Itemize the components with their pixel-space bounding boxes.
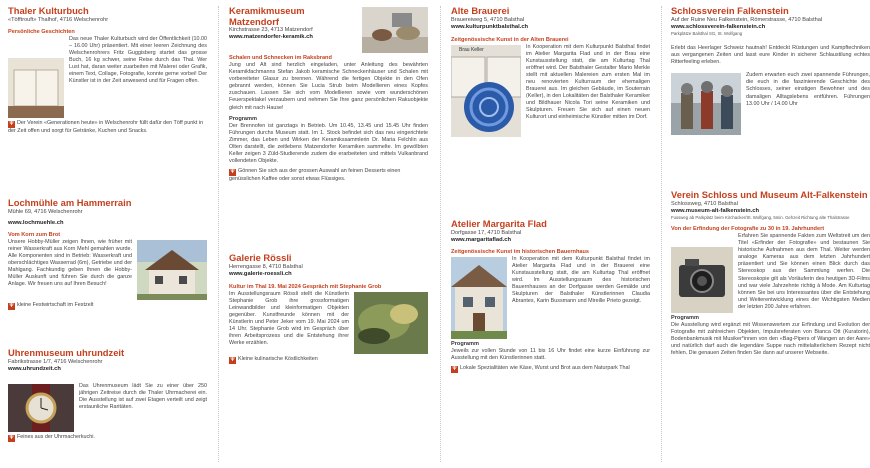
entry-heading: Kultur im Thal 19. Mai 2024 Gespräch mit Stephanie Grob <box>229 283 382 290</box>
entry-schlossverein-falkenstein <box>671 6 870 137</box>
entry-atelier-flad <box>451 219 650 373</box>
food-icon: Ψ <box>9 434 14 441</box>
entry-text <box>8 383 207 411</box>
watch-photo <box>8 384 74 432</box>
entry-text-body: Unsere Hobby-Müller zeigen Ihnen, wie früher mit reiner Wasserkraft aus Korn Mehl gemahlen wurde. Alle Komponenten sind in Betrieb: Wasserkraft und oberschlächtiges Wasserrad (6m), Getriebe und der Mahlgang. Fachkundig geben Ihnen die Hobby-Müller Auskunft und führen Sie durch die ganze Anlage. Wir freuen uns auf Ihren Besuch! <box>8 238 132 288</box>
entry-heading: Zeitgenössische Kunst im historischen Bauernhaus <box>451 248 590 255</box>
entry-url[interactable]: www.kulturpunktbalsthal.ch <box>451 23 529 30</box>
food-icon: Ψ <box>9 302 14 309</box>
entry-keramikmuseum <box>229 6 428 183</box>
entry-tip-text: Der Verein «Generationen heute» in Welschenrohr füllt dafür den Töff punkt in der Zeit offen und sorgt für Getränke, Kuchen und Snacks. <box>8 119 204 134</box>
entry-text-body: Das Uhrenmuseum lädt Sie zu einer über 250 jährigen Zeitreise durch die Thaler Uhrmacherei ein. Die Ausstellung ist auf zwei Etagen verteilt und zeigt erstaunliche Raritäten. <box>79 382 207 410</box>
entry-tip-text: Gönnen Sie sich aus der grossen Auswahl an feinen Desserts einen genüsslichen Kaffee oder sonst etwas Flüssiges. <box>229 168 401 183</box>
entry-text <box>451 44 650 122</box>
column-3 <box>451 6 650 462</box>
food-icon: Ψ <box>230 356 235 363</box>
camera-photo <box>671 247 733 313</box>
column-divider <box>661 6 662 462</box>
entry-url[interactable]: www.galerie-roessli.ch <box>229 270 292 277</box>
entry-title: Uhrenmuseum uhrundzeit <box>8 347 125 358</box>
entry-path-note: Fussweg ab Parkplatz beim Kirchacker/St. Wolfgang, 5min. Gehzeit Richtung alte Thalstrasse <box>671 214 850 220</box>
column-2 <box>229 6 428 462</box>
entry-alt-falkenstein <box>671 190 870 358</box>
entry-heading: Von der Erfindung der Fotografie zu 30 in 19. Jahrhundert <box>671 226 825 232</box>
entry-program: Die Ausstellung wird ergänzt mit Wissenswertem zur Erfindung und Evolution der Fotografie mit zahlreichen Objekten, Impulsreferaten von Bianca Ott (Kuratorin), Bodenbankmusik mit Musiker*innen von den «Bag-Pipers of Wangen an der Aare» und natürlich darf auch die legendäre Suppe nach mittelalterlichem Rezept nicht fehlen. Die genauen Zeiten finden Sie dann auf unserer Webseite. <box>671 322 870 357</box>
entry-text <box>451 256 650 306</box>
entry-tip-text: Kleine kulinarische Köstlichkeiten <box>238 355 318 362</box>
entry-tip <box>229 168 428 183</box>
entry-url[interactable]: www.margaritaflad.ch <box>451 236 512 243</box>
entry-title: Verein Schloss und Museum Alt-Falkenstein <box>671 189 868 200</box>
entry-program: Der Brennofen ist ganztags in Betrieb. Um 10.45, 13.45 und 15.45 Uhr finden Führungen durchs Museum statt. Im 1. Stock befindet sich das neu eingerichtete Zimmer, das Leben und Wirken der Keramikssammlerin Dr. Maria Felchlin aus Olten darstellt, die zeitlebens Matzendorfer Keramiken sammelte. Im gewölbten Keller zeigen 3 Züld-Studierende zudem die erarbeiteten und mittels Vulkanbrand vollendeten Objekte. <box>229 122 428 165</box>
entry-tip <box>451 365 650 373</box>
entry-heading: Vom Korn zum Brot <box>8 231 61 238</box>
entry-tip-text: Lokale Spezialitäten wie Käse, Wurst und Brot aus dem Naturpark Thal <box>460 364 630 371</box>
entry-text-body: Das neue Thaler Kulturbuch wird der Öffentlichkeit (10.00 – 16.00 Uhr) präsentiert. Mit einer leeren Zeichnung des Welschenrohrers Fritz Guggisberg startet das grosse Buch, 16 kg schwer, seine Reise durch das Thal. Wer Lust hat, daran weiter zuarbeiten mit Malerei oder Grafik, einem Text, Collage, Fotografie, konnte gerne vorbei! Der Künstler ist in der Zeit anwesend und für Fragen offen. <box>69 35 207 85</box>
entry-lochmuehle <box>8 198 207 310</box>
knights-photo <box>671 73 741 135</box>
entry-text-2 <box>671 72 870 107</box>
sculpture-image <box>451 45 521 137</box>
entry-heading: Schalen und Schnecken im Raksbrand <box>229 55 332 61</box>
painting-photo <box>354 292 428 354</box>
entry-text <box>8 36 207 86</box>
ceramics-photo <box>362 7 428 53</box>
entry-url[interactable]: www.lochmuehle.ch <box>8 219 64 226</box>
entry-tip-text: Feines aus der Uhrmacherkuchi. <box>17 433 95 440</box>
entry-text <box>671 233 870 311</box>
food-icon: Ψ <box>230 169 235 176</box>
entry-address: Herrengasse 8, 4710 Balsthal <box>229 263 303 270</box>
entry-text-body: Erfahren Sie spannende Fakten zum Weltstreit um den Titel «Erfinder der Fotografie» und bestaunen Sie historische Aufnahmen aus dem Thal. Weiter werden analoge Kameras aus dem letzten Jahrhundert präsentiert und Sie können einen Blick durch das Stereoskop aus der Sammlung werfen. Die Stereoskopie gilt als Vorläuferin des heutigen 3D-Films und war viele Jahrzehnte richtig à Mode. Am Kulturtag können Sie bei uns Interessantes über die Entstehung und Weiterentwicklung eines der Wichtigsten Medien der letzten 200 Jahre erfahren. <box>738 233 870 310</box>
entry-program-label: Programm <box>671 315 699 322</box>
entry-text-body: Im Ausstellungsraum Rössli stellt die Künstlerin Stephanie Grob ihre grossformatigen Leinwandbilder und kleinformatigen Objekten gegenüber. Kunstfreunde können mit der Künstlerin und Peter Jeker vom 19. Mai 2024 um 14 Uhr. Stephanie Grob wird im Gespräch über ihren Arbeitsprozess und die Entstehung ihrer Werke erzählen. <box>229 290 349 347</box>
brauerei-photo-text: Brau Keller <box>459 46 484 53</box>
entry-text: Jung und Alt sind herzlich eingeladen, unter Anleitung des bewährten Keramikfachmanns Stefan Jakob keramische Schneckenhäuser und Schalen mit vorbereiteter Glasur zu brennen. Während die fertigen Objekte in den Ofen gebrannt werden, können Sie Lucia Strub beim Modellieren eines Kopfes zuschauen. Lassen Sie sich vom Modellieren sowie vom wunderschönen Feuerspektakel verzaubern und nehmen Sie Ihre ganz persönlichen Rakuobjekte gleich mit nach Hause! <box>229 62 428 111</box>
entry-text: Erlebt das Heerlager Schweiz hautnah! Entdeckt Rüstungen und Kampftechniken aus vergangenen Zeiten und lasst eure Kinder in sicherer Schlaustilung echtes Ritterfeeling erleben. <box>671 45 870 66</box>
entry-tip <box>8 120 207 135</box>
entry-title: Keramikmuseum <box>229 6 305 16</box>
food-icon: Ψ <box>452 365 457 372</box>
entry-text <box>229 291 428 348</box>
entry-address: Fabrikstrasse 1/7, 4716 Welschenrohr <box>8 358 103 365</box>
entry-text <box>8 239 207 289</box>
mill-photo <box>137 240 207 300</box>
entry-address: Mühle 69, 4716 Welschenrohr <box>8 208 83 215</box>
entry-address: Dorfgasse 17, 4710 Balsthal <box>451 229 522 236</box>
entry-alte-brauerei <box>451 6 650 139</box>
book-photo <box>8 58 64 118</box>
entry-tip <box>229 356 428 364</box>
entry-url[interactable]: www.matzendorfer-keramik.ch <box>229 34 313 40</box>
entry-tip-text: kleine Festwirtschaft im Festzelt <box>17 301 94 308</box>
entry-heading: Persönliche Geschichten <box>8 28 75 35</box>
entry-text-body: Zudem erwarten euch zwei spannende Führungen, die euch in die faszinierende Geschichte des Schlosses, seiner einstigen Bewohner und des damaligen Alltagslebens entführen. Führungen 13.00 Uhr / 14.00 Uhr <box>746 72 870 107</box>
entry-text-body: In Kooperation mit dem Kulturpunkt Balsthal findet im Atelier Margarita Flad und in der Brau eine Kunstausstellung statt, die am Kulturtag Thal eröffnet wird. Der Balsthaler Gestalter Mario Merkle stellt mit aktuellen Malereien zum ersten Mal im neu renovierten Kulturraum der ehemaligen Brauerei aus. Im gleichen Gebäude, im Souterrain (Keller), in den Lokalitäten der Balsthaler Keramiker und Bildhauer Nicola Tori seine Keramiken und Skulpturen. Freuen Sie sich auf einen neuen Kulturort und einheimische Künstler mitten im Dorf. <box>526 43 650 121</box>
entry-url[interactable]: www.schlossverein-falkenstein.ch <box>671 23 766 30</box>
entry-address: «Töfftrouft» Thalhof, 4716 Welschenrohr <box>8 16 109 23</box>
entry-title: Galerie Rössli <box>229 252 292 263</box>
entry-url[interactable]: www.uhrundzeit.ch <box>8 365 61 372</box>
entry-title: Lochmühle am Hammerrain <box>8 197 132 208</box>
entry-title: Schlossverein Falkenstein <box>671 6 789 16</box>
entry-thaler-kulturbuch <box>8 6 207 135</box>
entry-title: Atelier Margarita Flad <box>451 218 547 229</box>
entry-title: Alte Brauerei <box>451 6 510 16</box>
brauerei-photo <box>451 45 521 137</box>
entry-program: Jeweils zur vollen Stunde von 11 bis 16 Uhr findet eine kurze Einführung zur Ausstellung mit den Künstlerinnen statt. <box>451 347 650 361</box>
food-icon: Ψ <box>9 120 14 127</box>
entry-parking-note: Parkplätze Balsthal SG, St. Wolfgang <box>671 30 743 36</box>
entry-uhrenmuseum <box>8 348 207 442</box>
entry-title: Thaler Kulturbuch <box>8 6 89 16</box>
entry-address: Brauereiweg 5, 4710 Balsthal <box>451 16 525 23</box>
entry-tip <box>8 434 207 442</box>
farmhouse-photo <box>451 257 507 339</box>
entry-url[interactable]: www.museum-alt-falkenstein.ch <box>671 207 760 214</box>
entry-address: Kirchstrasse 23, 4713 Matzendorf <box>229 27 313 33</box>
column-divider <box>218 6 219 462</box>
column-divider <box>440 6 441 462</box>
entry-heading: Zeitgenössische Kunst in der Alten Brauerei <box>451 36 569 43</box>
entry-text-body: In Kooperation mit dem Kulturpunkt Balsthal findet im Atelier Margarita Flad und in der Brauerei eine Kunstausstellung statt, die am Kulturtag Thal eröffnet wird. Im Ausstellungsraum des historischen Bauernhauses an der Dorfgasse werden Gemälde und Skulpturen der Balsthaler Künstlerinnen Claudia Abrantes, Karin Bussmann und Mireille Prieto gezeigt. <box>512 255 650 305</box>
entry-title-line2: Matzendorf <box>229 15 279 27</box>
entry-program-label: Programm <box>229 115 257 122</box>
entry-address: Schlossweg, 4710 Balsthal <box>671 200 738 207</box>
entry-galerie-roessli <box>229 253 428 364</box>
column-1 <box>8 6 207 462</box>
entry-program-label: Programm <box>451 340 479 347</box>
entry-address: Auf der Ruine Neu Falkenstein, Römerstrasse, 4710 Balsthal <box>671 16 823 23</box>
column-4 <box>671 6 870 462</box>
entry-tip <box>8 302 207 310</box>
